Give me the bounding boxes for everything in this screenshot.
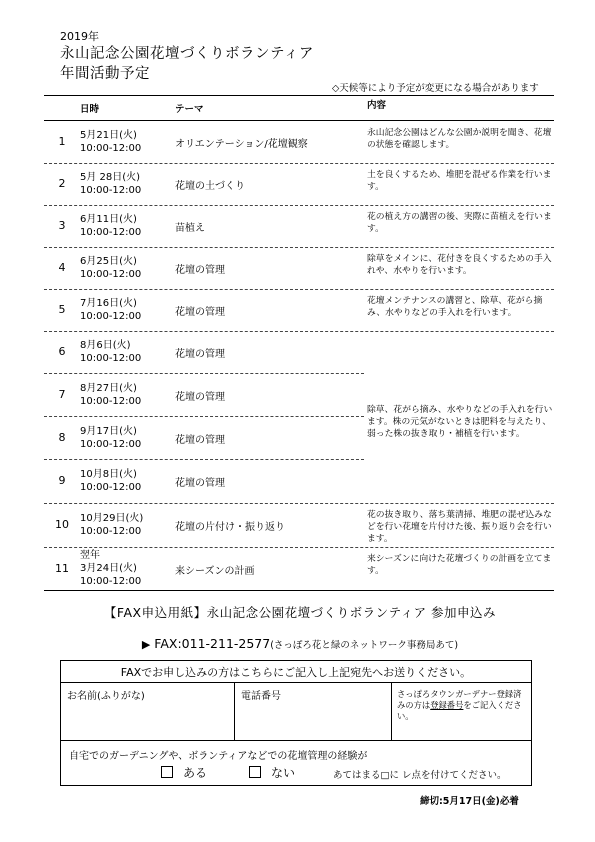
row-description: 来シーズンに向けた花壇づくりの計画を立てます。 xyxy=(367,554,552,576)
table-top-rule xyxy=(44,95,554,96)
row-theme: オリエンテーション/花壇観察 xyxy=(175,139,308,150)
row-number: 9 xyxy=(58,474,66,487)
title-line-1: 永山記念公園花壇づくりボランティア xyxy=(60,46,314,62)
registration-note: さっぽろタウンガーデナー登録済みの方は xyxy=(397,689,522,710)
registration-number-field[interactable] xyxy=(397,689,527,722)
row-description: 永山記念公園はどんな公園か説明を聞き、花壇の状態を確認します。 xyxy=(367,128,552,150)
row-date: 翌年 3月24日(火) 10:00-12:00 xyxy=(80,550,142,587)
option-yes[interactable] xyxy=(161,764,207,781)
row-date: 8月27日(火) 10:00-12:00 xyxy=(80,382,142,407)
checkbox-icon[interactable] xyxy=(161,766,173,778)
row-number: 3 xyxy=(58,219,66,232)
row-theme: 花壇の管理 xyxy=(175,307,225,318)
row-date: 9月17日(火) 10:00-12:00 xyxy=(80,425,142,450)
row-divider xyxy=(44,547,554,548)
row-date: 5月21日(火) 10:00-12:00 xyxy=(80,130,142,154)
row-number: 2 xyxy=(58,177,66,190)
form-divider xyxy=(61,682,531,683)
experience-question: 自宅でのガーデニングや、ボランティアなどでの花壇管理の経験が xyxy=(69,751,368,762)
row-number: 5 xyxy=(58,303,66,316)
form-divider xyxy=(61,740,531,741)
row-divider xyxy=(44,503,554,504)
fax-number: FAX:011-211-2577 xyxy=(154,636,271,651)
row-divider xyxy=(44,459,364,460)
deadline: 締切:5月17日(金)必着 xyxy=(420,796,519,807)
row-divider xyxy=(44,289,554,290)
phone-field-label: 電話番号 xyxy=(241,691,281,702)
row-date: 8月6日(火) 10:00-12:00 xyxy=(80,340,142,364)
row-number: 8 xyxy=(58,430,66,444)
row-description: 土を良くするため、堆肥を混ぜる作業を行います。 xyxy=(367,170,552,192)
option-no[interactable] xyxy=(249,764,295,781)
table-bottom-rule xyxy=(44,590,554,591)
checkbox-icon[interactable] xyxy=(249,766,261,778)
form-divider xyxy=(391,682,392,740)
row-divider xyxy=(44,373,364,374)
row-theme: 花壇の管理 xyxy=(175,265,225,276)
option-hint: あてはまる□に レ点を付けてください。 xyxy=(333,770,507,781)
row-theme: 来シーズンの計画 xyxy=(175,565,255,577)
row-divider xyxy=(44,416,364,417)
application-form xyxy=(60,660,532,786)
fax-recipient: (さっぽろ花と緑のネットワーク事務局あて) xyxy=(270,640,459,651)
row-theme: 花壇の土づくり xyxy=(175,181,245,192)
phone-field[interactable] xyxy=(241,687,281,702)
row-number: 6 xyxy=(58,345,66,358)
row-date: 6月25日(火) 10:00-12:00 xyxy=(80,256,142,280)
column-header-content: 内容 xyxy=(367,100,387,111)
option-yes-label: ある xyxy=(183,766,208,780)
row-date: 7月16日(火) 10:00-12:00 xyxy=(80,298,142,322)
option-no-label: ない xyxy=(271,766,296,780)
name-field-label: お名前(ふりがな) xyxy=(67,691,145,702)
schedule-change-note: ◇天候等により予定が変更になる場合があります xyxy=(332,83,539,94)
row-divider xyxy=(44,205,554,206)
row-description: 花壇メンテナンスの講習と、除草、花がら摘み、水やりなどの手入れを行います。 xyxy=(367,296,543,318)
table-header-rule xyxy=(44,120,554,121)
row-divider xyxy=(44,247,554,248)
row-number: 11 xyxy=(55,561,69,575)
row-theme: 花壇の管理 xyxy=(175,391,225,403)
row-number: 1 xyxy=(58,135,66,148)
name-field[interactable] xyxy=(67,687,145,702)
row-date: 5月 28日(火) 10:00-12:00 xyxy=(80,172,142,196)
row-divider xyxy=(44,331,554,332)
form-instruction: FAXでお申し込みの方はこちらにご記入し上記宛先へお送りください。 xyxy=(120,666,472,679)
fax-number-line xyxy=(60,636,540,651)
title-line-2: 年間活動予定 xyxy=(60,66,150,82)
row-divider xyxy=(44,163,554,164)
document-year: 2019年 xyxy=(60,30,99,43)
fax-form-heading: 【FAX申込用紙】永山記念公園花壇づくりボランティア 参加申込み xyxy=(103,605,497,620)
document-title xyxy=(60,44,314,84)
row-date: 6月11日(火) 10:00-12:00 xyxy=(80,214,142,238)
row-description: 花の抜き取り、落ち葉清掃、堆肥の混ぜ込みなどを行い花壇を片付けた後、振り返り会を行います。 xyxy=(367,510,552,544)
row-number: 7 xyxy=(58,387,66,401)
row-date: 10月8日(火) 10:00-12:00 xyxy=(80,469,142,493)
registration-number-emphasis: 登録番号 xyxy=(430,700,464,710)
column-header-datetime: 日時 xyxy=(80,104,100,115)
arrow-icon: ▶ xyxy=(141,638,151,651)
row-number: 4 xyxy=(58,261,66,274)
row-theme: 花壇の管理 xyxy=(175,478,225,489)
row-description: 花の植え方の講習の後、実際に苗植えを行います。 xyxy=(367,212,552,234)
row-description: 除草をメインに、花付きを良くするための手入れや、水やりを行います。 xyxy=(367,254,552,276)
registration-note-end: をご記入ください。 xyxy=(397,700,522,721)
merged-description: 除草、花がら摘み、水やりなどの手入れを行います。株の元気がないときは肥料を与えたり、弱った株の抜き取り・補植を行います。 xyxy=(367,405,553,439)
row-date: 10月29日(火) 10:00-12:00 xyxy=(80,513,144,537)
row-theme: 花壇の管理 xyxy=(175,349,225,360)
column-header-theme: テーマ xyxy=(175,104,204,115)
form-divider xyxy=(234,682,235,740)
row-theme: 苗植え xyxy=(175,223,205,234)
row-theme: 花壇の管理 xyxy=(175,434,225,446)
row-theme: 花壇の片付け・振り返り xyxy=(175,522,285,533)
row-number: 10 xyxy=(55,518,69,531)
